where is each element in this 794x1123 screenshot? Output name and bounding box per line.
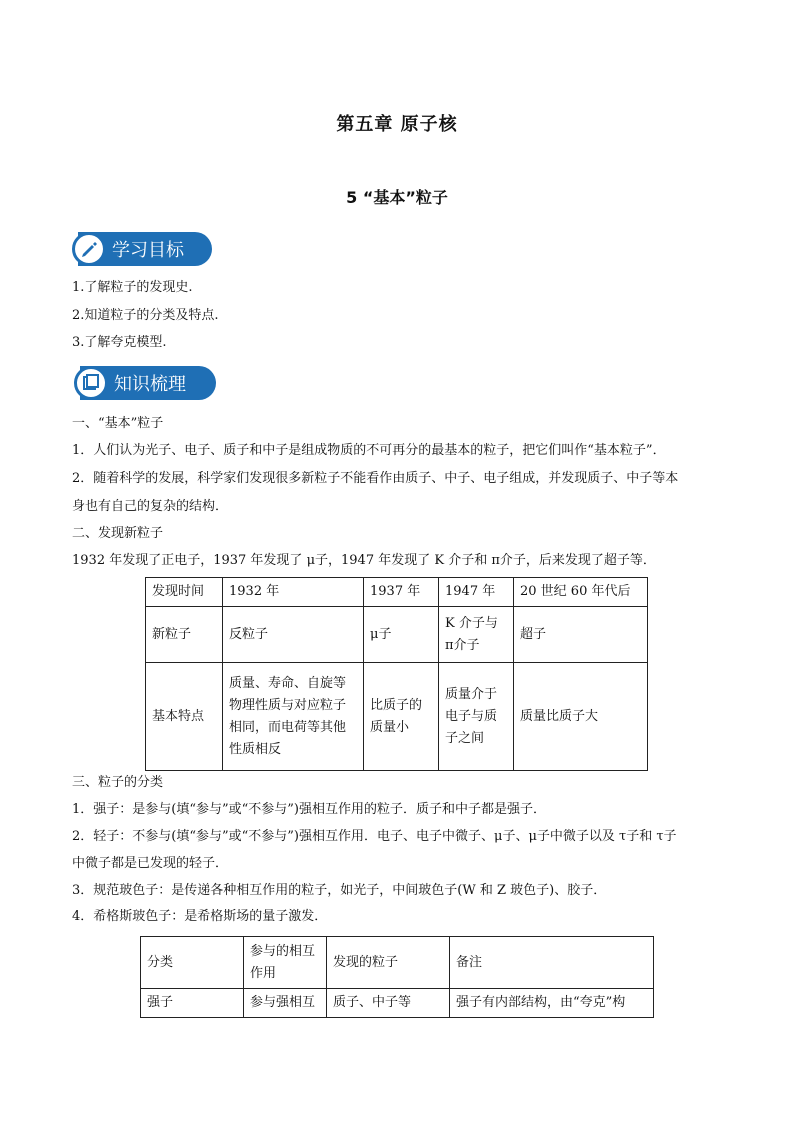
goal-3: 3.了解夸克模型. [72, 335, 167, 350]
table-cell: 1947 年 [439, 578, 514, 607]
table-cell: 1932 年 [223, 578, 364, 607]
book-icon [74, 366, 108, 400]
table-cell: 质量比质子大 [514, 663, 648, 771]
section-2-title: 二、发现新粒子 [72, 526, 164, 541]
table-cell: 强子有内部结构，由“夸克”构 [450, 989, 654, 1018]
section-3-p3: 3．规范玻色子：是传递各种相互作用的粒子，如光子，中间玻色子(W 和 Z 玻色子)、胶子． [72, 883, 607, 898]
table-cell: 基本特点 [146, 663, 223, 771]
table-cell: 1937 年 [364, 578, 439, 607]
table-cell: 质子、中子等 [327, 989, 450, 1018]
section-2-p1: 1932 年发现了正电子，1937 年发现了 μ子，1947 年发现了 K 介子和 π介子，后来发现了超子等． [72, 553, 656, 568]
table-cell: 发现的粒子 [327, 937, 450, 989]
goals-badge [78, 232, 212, 266]
table-cell: 新粒子 [146, 607, 223, 663]
table-cell: K 介子与 π介子 [439, 607, 514, 663]
table-cell: 20 世纪 60 年代后 [514, 578, 648, 607]
section-1-p2b: 身也有自己的复杂的结构． [72, 499, 229, 514]
knowledge-badge [80, 366, 216, 400]
section-1-p2a: 2．随着科学的发展，科学家们发现很多新粒子不能看作由质子、中子、电子组成，并发现质子、中子等本 [72, 471, 679, 486]
table-cell: 发现时间 [146, 578, 223, 607]
discovery-table [145, 577, 648, 771]
section-3-p1: 1．强子：是参与(填“参与”或“不参与”)强相互作用的粒子．质子和中子都是强子． [72, 802, 546, 817]
table-cell: 分类 [141, 937, 244, 989]
goal-1: 1.了解粒子的发现史. [72, 280, 193, 295]
goals-badge-label: 学习目标 [112, 240, 184, 261]
goal-2: 2.知道粒子的分类及特点. [72, 308, 219, 323]
section-1-p1: 1．人们认为光子、电子、质子和中子是组成物质的不可再分的最基本的粒子，把它们叫作“基本粒子”． [72, 443, 666, 458]
table-cell: 质量介于电子与质子之间 [439, 663, 514, 771]
table-cell: 质量、寿命、自旋等物理性质与对应粒子相同，而电荷等其他性质相反 [223, 663, 364, 771]
table-cell: 比质子的质量小 [364, 663, 439, 771]
table-cell: 参与强相互 [244, 989, 327, 1018]
section-1-title: 一、“基本”粒子 [72, 416, 164, 431]
knowledge-badge-label: 知识梳理 [114, 374, 186, 395]
section-3-p4: 4．希格斯玻色子：是希格斯场的量子激发． [72, 909, 328, 924]
table-cell: 强子 [141, 989, 244, 1018]
table-cell: μ子 [364, 607, 439, 663]
table-cell: 超子 [514, 607, 648, 663]
table-cell: 备注 [450, 937, 654, 989]
classification-table [140, 936, 654, 1018]
pencil-icon [72, 232, 106, 266]
section-3-p2a: 2．轻子：不参与(填“参与”或“不参与”)强相互作用．电子、电子中微子、μ子、μ子中微子以及 τ子和 τ子 [72, 829, 677, 844]
lesson-title: 5 “基本”粒子 [346, 188, 448, 207]
table-cell: 反粒子 [223, 607, 364, 663]
section-3-p2b: 中微子都是已发现的轻子． [72, 856, 229, 871]
chapter-title: 第五章 原子核 [336, 114, 458, 135]
section-3-title: 三、粒子的分类 [72, 775, 164, 790]
table-cell: 参与的相互作用 [244, 937, 327, 989]
